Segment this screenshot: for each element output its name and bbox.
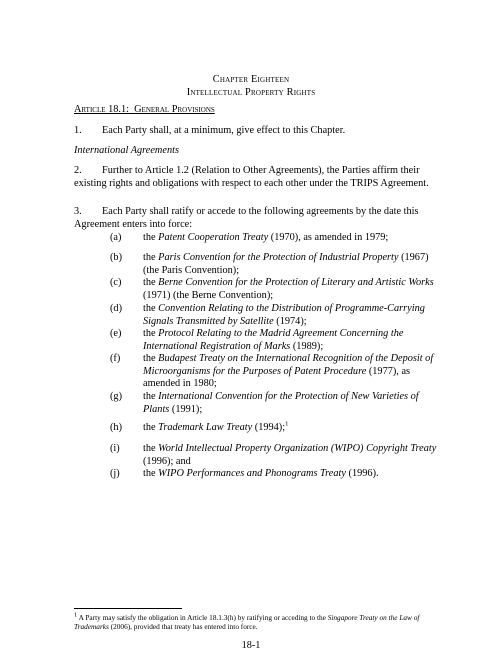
agreement-title: Berne Convention for the Protection of Literary and Artistic Works bbox=[158, 277, 434, 288]
article-label: Article 18.1: bbox=[74, 104, 129, 115]
agreement-item bbox=[110, 391, 440, 416]
footnote-reference: 1 bbox=[285, 420, 289, 428]
item-text bbox=[143, 391, 440, 416]
paragraph-number: 2. bbox=[74, 165, 82, 176]
footnote-text-pre: A Party may satisfy the obligation in Article 18.1.3(h) by ratifying or acceding to the bbox=[77, 613, 328, 622]
item-prefix: the bbox=[143, 443, 159, 454]
agreement-item bbox=[110, 232, 440, 245]
agreement-item bbox=[110, 303, 440, 328]
agreement-item bbox=[110, 328, 440, 353]
paragraph-1 bbox=[74, 125, 434, 138]
page-number: 18-1 bbox=[241, 640, 261, 651]
chapter-title: Intellectual Property Rights bbox=[186, 87, 316, 98]
chapter-heading: Chapter Eighteen bbox=[212, 74, 290, 85]
item-label: (j) bbox=[110, 468, 120, 479]
item-suffix: (1974); bbox=[273, 315, 307, 327]
agreement-item bbox=[110, 443, 440, 468]
agreement-title: International Convention for the Protection of New Varieties of Plants bbox=[143, 391, 419, 415]
item-suffix: (1971) (the Berne Convention); bbox=[143, 289, 274, 301]
agreement-item bbox=[110, 422, 440, 435]
footnote-mark: 1 bbox=[74, 611, 78, 619]
item-label: (a) bbox=[110, 232, 122, 243]
item-prefix: the bbox=[143, 328, 159, 339]
agreement-title: World Intellectual Property Organization (WIPO) Copyright Treaty bbox=[158, 443, 437, 454]
footnote bbox=[74, 613, 438, 631]
item-suffix: (1994); bbox=[252, 422, 286, 433]
item-suffix: (1989); bbox=[290, 340, 324, 352]
item-prefix: the bbox=[143, 303, 159, 314]
section-heading: International Agreements bbox=[74, 145, 179, 156]
item-label: (i) bbox=[110, 443, 120, 454]
footnote-separator bbox=[74, 608, 182, 609]
item-prefix: the bbox=[143, 353, 159, 364]
footnote-title: Singapore Treaty on the Law of Trademarks bbox=[74, 613, 420, 631]
agreement-title: Paris Convention for the Protection of Industrial Property bbox=[158, 252, 399, 263]
item-prefix: the bbox=[143, 422, 159, 433]
item-prefix: the bbox=[143, 232, 159, 243]
item-prefix: the bbox=[143, 391, 159, 402]
item-label: (g) bbox=[110, 391, 123, 402]
item-label: (c) bbox=[110, 277, 122, 288]
agreement-item bbox=[110, 252, 440, 277]
item-text bbox=[143, 443, 440, 468]
agreement-item bbox=[110, 468, 440, 481]
agreement-title: Convention Relating to the Distribution of Programme-Carrying Signals Transmitted by Satellite bbox=[143, 303, 425, 327]
item-label: (f) bbox=[110, 353, 121, 364]
agreement-title: Protocol Relating to the Madrid Agreement Concerning the International Registration of Marks bbox=[143, 328, 404, 352]
item-suffix: (1996); and bbox=[143, 455, 191, 467]
item-label: (b) bbox=[110, 252, 123, 263]
paragraph-text: Further to Article 1.2 (Relation to Other Agreements), the Parties affirm their existing rights and obligations with respect to each other under the TRIPS Agreement. bbox=[74, 165, 429, 189]
item-prefix: the bbox=[143, 277, 159, 288]
item-suffix: (1991); bbox=[169, 403, 203, 415]
item-text bbox=[143, 328, 440, 353]
agreement-item bbox=[110, 277, 440, 302]
item-text bbox=[143, 277, 440, 302]
agreement-title: WIPO Performances and Phonograms Treaty bbox=[158, 468, 346, 479]
item-label: (e) bbox=[110, 328, 122, 339]
agreement-title: Trademark Law Treaty bbox=[158, 422, 253, 433]
article-title: General Provisions bbox=[134, 104, 215, 115]
item-label: (d) bbox=[110, 303, 123, 314]
item-text bbox=[143, 422, 440, 435]
item-text bbox=[143, 232, 440, 245]
item-suffix: (1967) (the Paris Convention); bbox=[143, 252, 429, 276]
item-prefix: the bbox=[143, 252, 159, 263]
item-prefix: the bbox=[143, 468, 159, 479]
agreement-title: Budapest Treaty on the International Recognition of the Deposit of Microorganisms for the Purposes of Patent Procedure bbox=[143, 353, 434, 377]
footnote-text-post: (2006), provided that treaty has entered into force. bbox=[108, 622, 258, 631]
item-suffix: (1996). bbox=[345, 468, 379, 479]
paragraph-number: 3. bbox=[74, 206, 82, 217]
agreement-title: Patent Cooperation Treaty bbox=[158, 232, 269, 243]
paragraph-number: 1. bbox=[74, 125, 82, 136]
agreement-item bbox=[110, 353, 440, 391]
item-text bbox=[143, 303, 440, 328]
paragraph-text: Each Party shall ratify or accede to the following agreements by the date this Agreement enters into force: bbox=[74, 206, 419, 230]
paragraph-2 bbox=[74, 165, 440, 190]
item-suffix: (1977), as amended in 1980; bbox=[143, 365, 411, 389]
item-text bbox=[143, 353, 440, 391]
paragraph-3 bbox=[74, 206, 440, 231]
item-text bbox=[143, 468, 440, 481]
article-heading bbox=[74, 104, 215, 117]
item-label: (h) bbox=[110, 422, 123, 433]
paragraph-text: Each Party shall, at a minimum, give effect to this Chapter. bbox=[102, 125, 346, 136]
item-suffix: (1970), as amended in 1979; bbox=[268, 232, 389, 243]
item-text bbox=[143, 252, 440, 277]
